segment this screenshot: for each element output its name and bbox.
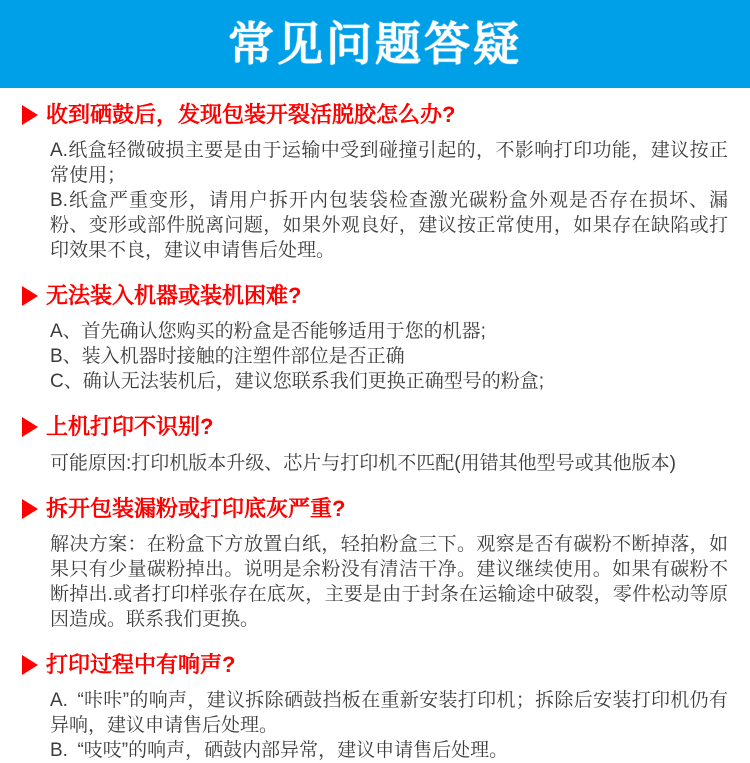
- faq-item-not-recognized: [22, 415, 728, 475]
- faq-answer-line: B.纸盒严重变形，请用户拆开内包装袋检查激光碳粉盒外观是否存在损坏、漏粉、变形或部件脱离问题，如果外观良好，建议按正常使用，如果存在缺陷或打印效果不良，建议申请售后处理。: [50, 190, 728, 262]
- faq-question: 上机打印不识别?: [46, 414, 214, 440]
- faq-answer-line: A.纸盒轻微破损主要是由于运输中受到碰撞引起的，不影响打印功能，建议按正常使用；: [50, 140, 728, 187]
- faq-question: 打印过程中有响声?: [46, 651, 236, 677]
- question-row: [22, 497, 728, 521]
- faq-answers: [22, 319, 728, 394]
- triangle-bullet-icon: [22, 105, 38, 125]
- faq-question: 收到硒鼓后，发现包装开裂活脱胶怎么办?: [46, 102, 456, 127]
- faq-answers: [22, 451, 728, 476]
- faq-answer-line: 解决方案：在粉盒下方放置白纸，轻拍粉盒三下。观察是否有碳粉不断掉落，如果只有少量碳粉掉出。说明是余粉没有清洁干净。建议继续使用。如果有碳粉不断掉出.或者打印样张存在底灰，主要是由于封条在运输途中破裂，零件松动等原因造成。联系我们更换。: [50, 533, 728, 630]
- faq-answers: [22, 138, 728, 263]
- faq-content: [0, 88, 750, 763]
- question-row: [22, 284, 728, 308]
- question-row: [22, 415, 728, 439]
- faq-answer-line: C、确认无法装机后，建议您联系我们更换正确型号的粉盒;: [50, 371, 545, 393]
- faq-answer-line: B、装入机器时接触的注塑件部位是否正确: [50, 346, 405, 368]
- faq-answer-line: A. “咔咔”的响声，建议拆除硒鼓挡板在重新安装打印机；拆除后安装打印机仍有异响，建议申请售后处理。: [50, 689, 728, 736]
- triangle-bullet-icon: [22, 417, 38, 437]
- faq-item-printing-noise: [22, 653, 728, 763]
- question-row: [22, 103, 728, 127]
- faq-answer-line: B. “吱吱”的响声，硒鼓内部异常，建议申请售后处理。: [50, 739, 509, 761]
- faq-question: 无法装入机器或装机困难?: [46, 283, 302, 309]
- triangle-bullet-icon: [22, 286, 38, 306]
- faq-item-package-damage: [22, 103, 728, 263]
- triangle-bullet-icon: [22, 655, 38, 675]
- page-title: 常见问题答疑: [228, 18, 522, 70]
- faq-answers: [22, 688, 728, 763]
- faq-item-install-difficulty: [22, 284, 728, 394]
- faq-answer-line: A、首先确认您购买的粉盒是否能够适用于您的机器;: [50, 321, 486, 343]
- faq-header-banner: [0, 0, 750, 88]
- faq-answers: [22, 532, 728, 632]
- triangle-bullet-icon: [22, 499, 38, 519]
- faq-item-toner-leak: [22, 497, 728, 632]
- question-row: [22, 653, 728, 677]
- faq-question: 拆开包装漏粉或打印底灰严重?: [46, 495, 346, 521]
- faq-answer-line: 可能原因:打印机版本升级、芯片与打印机不匹配(用错其他型号或其他版本): [50, 452, 676, 474]
